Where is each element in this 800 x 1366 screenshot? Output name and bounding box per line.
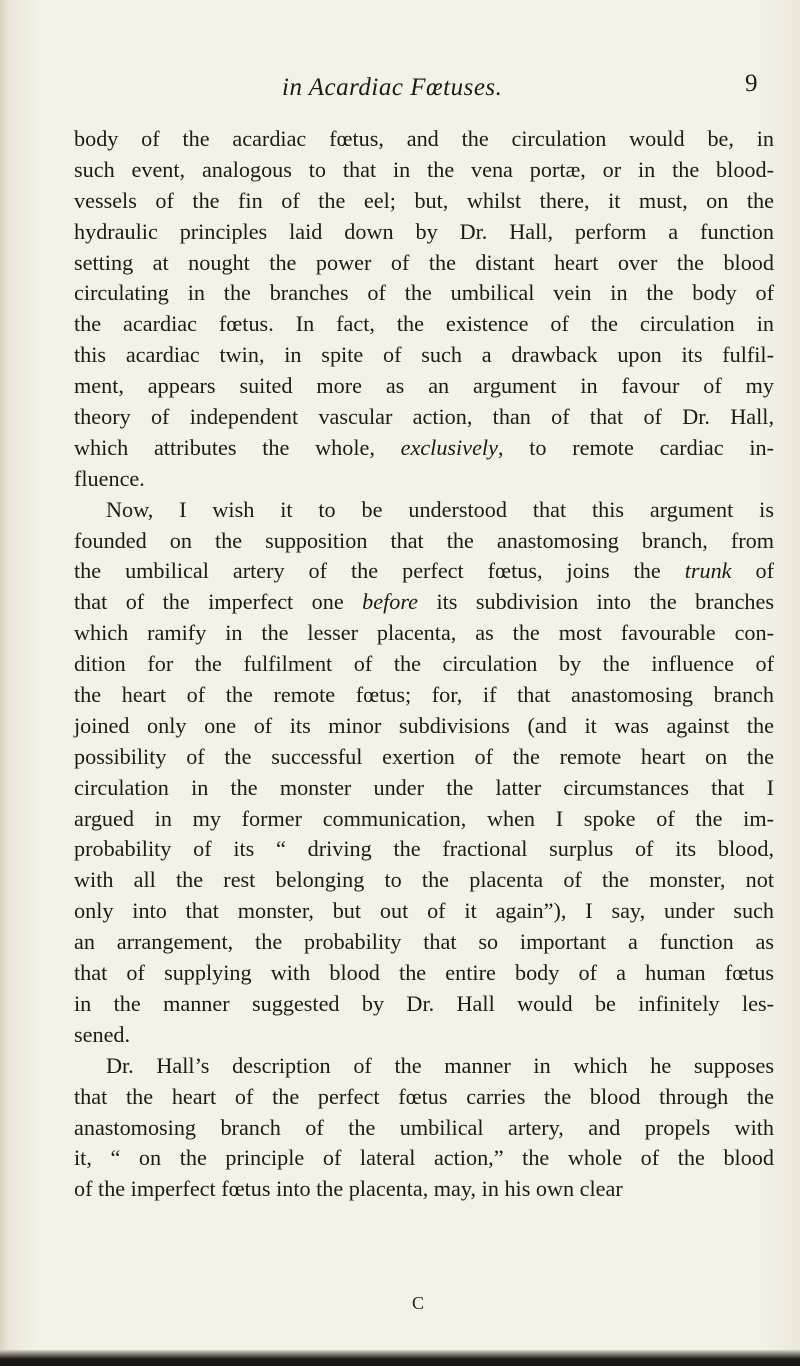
page-bottom-edge bbox=[0, 1350, 800, 1366]
text-line: an arrangement, the probability that so important a function as bbox=[74, 929, 774, 955]
text-line: that of supplying with blood the entire body of a human fœtus bbox=[74, 960, 774, 986]
text-line: the umbilical artery of the perfect fœtus, joins the trunk of bbox=[74, 558, 774, 584]
text-line: with all the rest belonging to the placenta of the monster, not bbox=[74, 867, 774, 893]
text-line: hydraulic principles laid down by Dr. Hall, perform a function bbox=[74, 218, 774, 244]
text-line: the acardiac fœtus. In fact, the existence of the circulation in bbox=[74, 311, 774, 337]
page-binding-edge bbox=[0, 0, 9, 1366]
text-line: circulating in the branches of the umbilical vein in the body of bbox=[74, 280, 774, 306]
text-line: the heart of the remote fœtus; for, if that anastomosing branch bbox=[74, 682, 774, 708]
text-line: joined only one of its minor subdivisions (and it was against the bbox=[74, 712, 774, 738]
text-line: which ramify in the lesser placenta, as the most favourable con- bbox=[74, 620, 774, 646]
text-line: that of the imperfect one before its subdivision into the branches bbox=[74, 589, 774, 615]
running-head bbox=[0, 72, 800, 106]
text-line: body of the acardiac fœtus, and the circulation would be, in bbox=[74, 126, 774, 151]
text-line: probability of its “ driving the fractional surplus of its blood, bbox=[74, 836, 774, 862]
text-line: only into that monster, but out of it again”), I say, under such bbox=[74, 898, 774, 924]
text-line: anastomosing branch of the umbilical artery, and propels with bbox=[74, 1114, 774, 1140]
signature-mark: C bbox=[412, 1293, 425, 1313]
text-line: Dr. Hall’s description of the manner in which he supposes bbox=[106, 1052, 774, 1078]
paragraph-p1 bbox=[74, 124, 774, 495]
text-line: argued in my former communication, when I spoke of the im- bbox=[74, 805, 774, 831]
text-line: setting at nought the power of the distant heart over the blood bbox=[74, 249, 774, 275]
text-line: dition for the fulfilment of the circulation by the influence of bbox=[74, 651, 774, 677]
text-line: in the manner suggested by Dr. Hall would be infinitely les- bbox=[74, 990, 774, 1016]
text-line: circulation in the monster under the latter circumstances that I bbox=[74, 774, 774, 800]
text-line: it, “ on the principle of lateral action,” the whole of the blood bbox=[74, 1145, 774, 1171]
paragraph-p3 bbox=[74, 1051, 774, 1205]
text-line: theory of independent vascular action, than of that of Dr. Hall, bbox=[74, 404, 774, 430]
text-line: fluence. bbox=[74, 465, 145, 491]
text-line: vessels of the fin of the eel; but, whilst there, it must, on the bbox=[74, 187, 774, 213]
text-line: such event, analogous to that in the vena portæ, or in the blood- bbox=[74, 156, 774, 182]
running-head-title: in Acardiac Fœtuses. bbox=[282, 74, 503, 101]
text-line: sened. bbox=[74, 1021, 131, 1047]
text-line: that the heart of the perfect fœtus carries the blood through the bbox=[74, 1083, 774, 1109]
text-line: this acardiac twin, in spite of such a drawback upon its fulfil- bbox=[74, 342, 774, 368]
page-number: 9 bbox=[745, 70, 758, 97]
text-line: Now, I wish it to be understood that this argument is bbox=[106, 496, 774, 522]
body-text bbox=[74, 124, 774, 1205]
text-line: ment, appears suited more as an argument in favour of my bbox=[74, 373, 774, 399]
text-line: of the imperfect fœtus into the placenta, may, in his own clear bbox=[74, 1176, 623, 1202]
text-line: which attributes the whole, exclusively, to remote cardiac in- bbox=[74, 434, 774, 460]
paragraph-p2 bbox=[74, 495, 774, 1051]
text-line: founded on the supposition that the anastomosing branch, from bbox=[74, 527, 774, 553]
text-line: possibility of the successful exertion of the remote heart on the bbox=[74, 743, 774, 769]
